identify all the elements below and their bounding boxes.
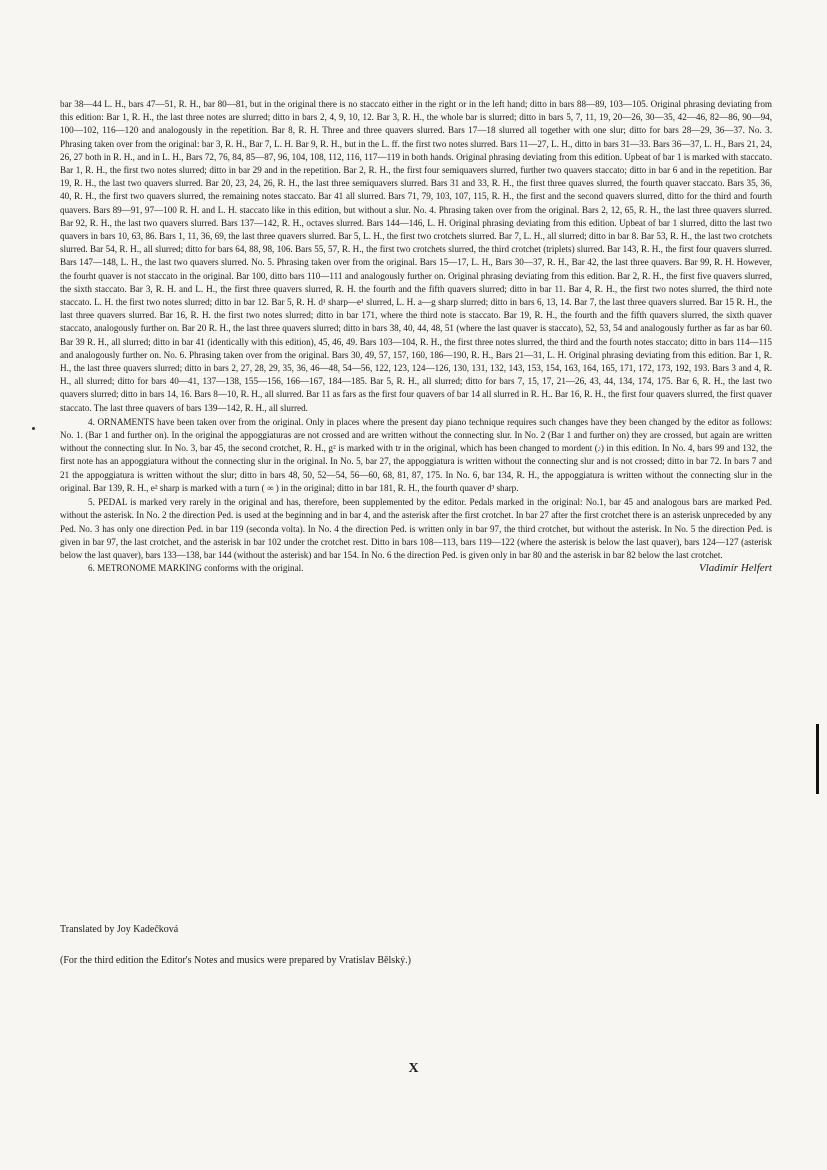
page-number: X	[408, 1061, 419, 1076]
editors-notes-body	[60, 98, 772, 575]
metronome-paragraph: 6. METRONOME MARKING conforms with the original.	[88, 563, 304, 574]
translator-credit: Translated by Joy Kadečková	[60, 924, 179, 935]
margin-bar	[816, 724, 819, 794]
ornaments-paragraph: 4. ORNAMENTS have been taken over from the original. Only in places where the present day piano technique requires such changes have they been changed by the editor as follows: No. 1. (Bar 1 and further on). In the original the appoggiaturas are not crossed and are written without the connecting slur. In No. 2 (Bar 1 and further on) they are crossed, but again are written without the connecting slur. In No. 3, bar 45, the second crotchet, R. H., g² is marked with tr in the original, which has been changed to mordent (𝆕) in this edition. In No. 4, bars 99 and 132, the first note has an appoggiatura without the connecting slur in the original. In No. 5, bar 27, the appoggiatura is written without the connecting slur and is not crossed; ditto in bar 72. In bars 7 and 21 the appoggiatura is written without the slur; ditto in bars 48, 50, 52—54, 56—60, 68, 81, 87, 175. In No. 6, bar 134, R. H., the appoggiatura is written without the connecting slur in the original. Bar 139, R. H., e² sharp is marked with a turn ( ∞ ) in the original; ditto in bar 181, R. H., the fourth quaver d³ sharp.	[60, 416, 772, 493]
editor-signature: Vladimír Helfert	[698, 562, 772, 575]
pedal-paragraph: 5. PEDAL is marked very rarely in the original and has, therefore, been supplemented by the editor. Pedals marked in the original: No.1, bar 45 and analogous bars are marked Ped. without the asterisk. In No. 2 the direction Ped. is used at the beginning and in bar 4, and the asterisk after the first crotchet. In bar 27 after the first crotchet there is an asterisk unpreceded by any Ped. No. 3 has only one direction Ped. in bar 119 (seconda volta). In No. 4 the direction Ped. is written only in bar 97, the third crotchet, but without the asterisk. In No. 5 the direction Ped. is given in bar 97, the last crotchet, and the asterisk in bar 102 under the crotchet rest. Ditto in bars 108—113, bars 119—122 (where the asterisk is below the last quaver), bars 124—127 (asterisk below the last quaver), bars 133—138, bar 144 (without the asterisk) and bar 154. In No. 6 the direction Ped. is given only in bar 80 and the asterisk in bar 82 below the last crotchet.	[60, 497, 772, 560]
phrasing-notes-paragraph: bar 38—44 L. H., bars 47—51, R. H., bar 80—81, but in the original there is no staccato either in the right or in the left hand; ditto in bars 88—89, 103—105. Original phrasing deviating from this edition: Bar 1, R. H., the last three notes are slurred; ditto in bars 2, 4, 9, 10, 12. Bar 3, R. H., the whole bar is slurred; ditto in bars 5, 7, 11, 19, 20—26, 30—35, 42—46, 82—86, 90—94, 100—102, 116—120 and analogously in the repetition. Bar 8, R. H. Three and three quavers slurred. Bars 17—18 slurred all together with one slur; ditto for bars 28—29, 36—37. No. 3. Phrasing taken over from the original: bar 3, R. H., Bar 7, L. H. Bar 9, R. H., but in the L. ff. the first two notes slurred. Bars 11—27, L. H., ditto in bars 31—33. Bars 36—37, L. H., Bars 21, 24, 26, 27 both in R. H., and in L. H., Bars 72, 76, 84, 85—87, 96, 104, 108, 112, 116, 117—119 in both hands. Original phrasing deviating from this edition. Upbeat of bar 1 is marked with staccato. Bar 1, R. H., the first two notes slurred; ditto in bar 29 and in the repetition. Bar 2, R. H., the first four semiquavers slurred, further two quavers staccato; ditto in bar 6 and in the repetition. Bar 19, R. H., the last two quavers slurred. Bar 20, 23, 24, 26, R. H., the last three semiquavers slurred. Bars 31 and 33, R. H., the first three quaves slurred, the fourth quaver staccato. Bars 35, 36, 40, R. H., the first two quavers slurred, the remaining notes staccato. Bar 41 all slurred. Bars 71, 79, 103, 107, 115, R. H., the first and the second quavers slurred, ditto for the third and fourth quavers. Bars 89—91, 97—100 R. H. and L. H. staccato like in this edition, but without a slur. No. 4. Phrasing taken over from the original. Bars 2, 12, 65, R. H., the last three quavers slurred. Bar 92, R. H., the last two quavers slurred. Bars 137—142, R. H., octaves slurred. Bars 144—146, L. H. Original phrasing deviating from this edition. Upbeat of bar 1 slurred, ditto the last two quavers in bars 10, 63, 86. Bars 1, 11, 36, 69, the last three quavers slurred. Bar 5, L. H., the first two crotchets slurred. Bar 7, L. H., all slurred; ditto in bar 8. Bar 53, R. H., the last two crotchets slurred. Bar 54, R. H., all slurred; ditto for bars 64, 88, 98, 106. Bars 55, 57, R. H., the first two crotchets slurred, the third crotchet (triplets) slurred. Bar 143, R. H., the first four quavers slurred. Bars 147—148, L. H., the last two quavers slurred. No. 5. Phrasing taken over from the original. Bars 15—17, L. H., Bars 30—37, R. H., Bar 42, the last three quavers. Bar 99, R. H. However, the fourht quaver is not staccato in the original. Bar 100, ditto bars 110—111 and analogously further on. Original phrasing deviating from this edition. Bar 2, R. H., the first five quavers slurred, the sixth staccato. Bar 3, R. H. and L. H., the first three quavers slurred, R. H. the fourth and the fifth quavers slurred; ditto in bar 11. Bar 4, R. H., the first two notes slurred, the third note staccato. L. H. the first two notes slurred; ditto in bar 12. Bar 5, R. H. d¹ sharp—e¹ slurred, L. H. a—g sharp slurred; ditto in bars 6, 13, 14. Bar 7, the last three quavers slurred. Bar 15 R. H., the last three quavers slurred. Bar 16, R. H. the first two notes slurred; ditto in bar 171, where the third note is staccato. Bar 19, R. H., the fourth and the fifth quavers slurred, the sixth quaver staccato, analogously further on. Bar 20 R. H., the last three quavers slurred; ditto in bars 38, 40, 44, 48, 51 (where the last quaver is staccato), 52, 53, 54 and analogously further as far as bar 60. Bar 39 R. H., all slurred; ditto in bar 41 (identically with this edition), 45, 46, 49. Bars 103—104, R. H., the first three notes slurred, the third and the fourth notes staccato; ditto in bars 114—115 and analogously further on. No. 6. Phrasing taken over from the original. Bars 30, 49, 57, 157, 160, 186—190, R. H., Bars 21—31, L. H. Original phrasing deviating from this edition. Bar 1, R. H., the last three quavers slurred; ditto in bars 2, 27, 28, 29, 35, 36, 46—48, 54—56, 122, 123, 124—126, 130, 131, 132, 143, 153, 154, 163, 164, 165, 171, 172, 173, 192, 193. Bars 3 and 4, R. H., all slurred; ditto for bars 40—41, 137—138, 155—156, 166—167, 184—185. Bar 5, R. H., all slurred; ditto for bars 7, 15, 17, 21—26, 43, 44, 134, 174, 175. Bar 6, R. H., the last two quavers slurred; ditto in bars 14, 16. Bars 8—10, R. H., all slurred. Bar 11 as fars as the first four quavers of bar 14 all slurred in R. H.. Bar 16, R. H., the first four quavers slurred, the first quaver staccato. The last three quavers of bars 139—142, R. H., all slurred.	[60, 99, 772, 413]
margin-mark	[32, 427, 35, 430]
third-edition-note: (For the third edition the Editor's Notes and musics were prepared by Vratislav Bělský.)	[60, 955, 411, 966]
metronome-row	[60, 562, 772, 575]
